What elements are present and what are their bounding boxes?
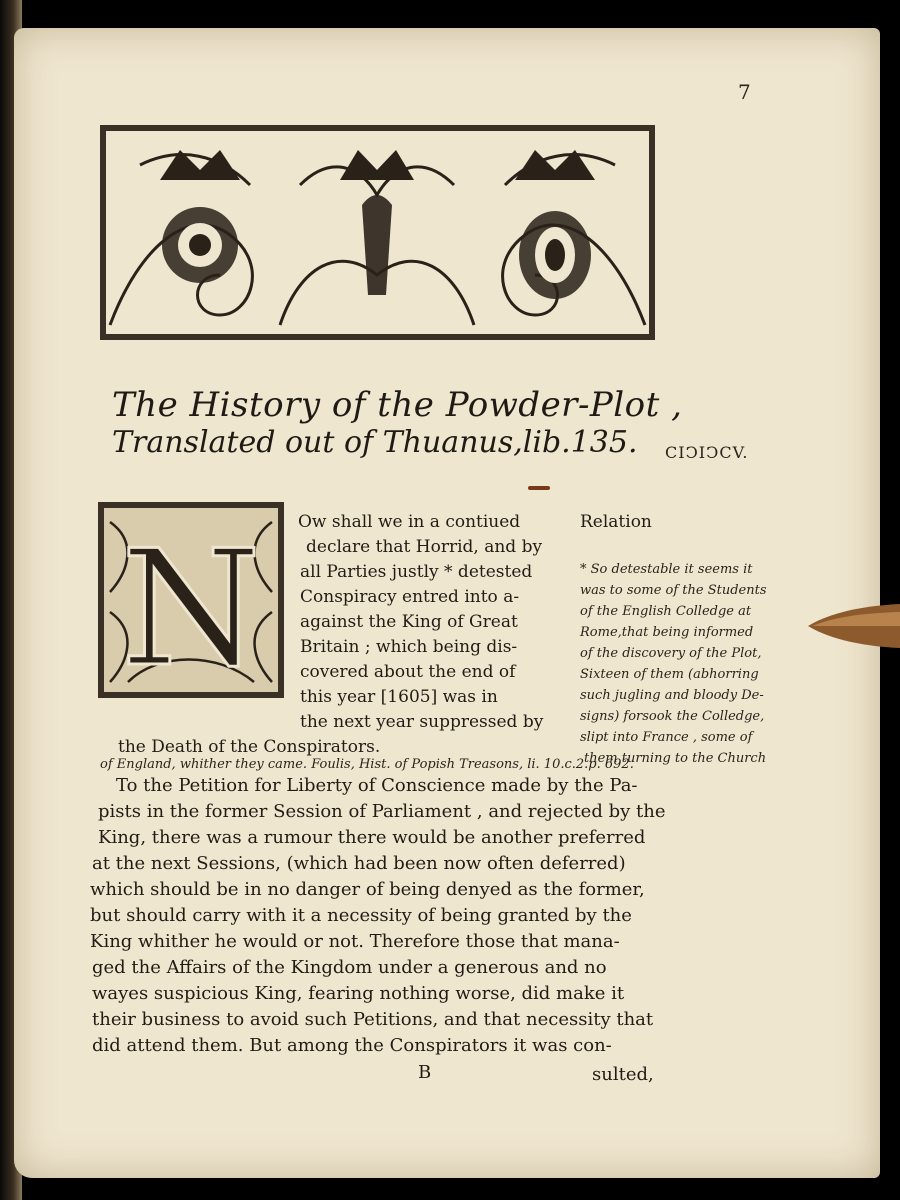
paragraph-line: Britain ; which being dis- [300, 637, 518, 657]
note-line: slipt into France , some of [580, 730, 753, 745]
note-line: of the discovery of the Plot, [580, 646, 762, 661]
paragraph-line: declare that Horrid, and by [306, 537, 543, 557]
pointer-tip-icon [808, 596, 900, 656]
body-line: wayes suspicious King, fearing nothing worse, did make it [92, 983, 625, 1004]
paragraph-line: Conspiracy entred into a- [300, 587, 520, 607]
year-roman-numeral: CIↃIↃCV. [665, 443, 749, 462]
body-line: ged the Affairs of the Kingdom under a generous and no [92, 957, 607, 978]
decorated-initial [98, 502, 284, 698]
title-line-1: The History of the Powder-Plot , [112, 385, 683, 425]
ornamental-rule [528, 486, 550, 490]
paragraph-line: against the King of Great [300, 612, 518, 632]
note-line: was to some of the Students [580, 583, 767, 598]
body-line: To the Petition for Liberty of Conscience made by the Pa- [116, 775, 638, 796]
catchword: sulted, [592, 1064, 654, 1085]
body-line: pists in the former Session of Parliament , and rejected by the [98, 801, 666, 822]
body-line: King whither he would or not. Therefore those that mana- [90, 931, 620, 952]
paragraph-line: covered about the end of [300, 662, 516, 682]
signature-mark: B [418, 1062, 432, 1083]
body-line: did attend them. But among the Conspirators it was con- [92, 1035, 612, 1056]
body-line: which should be in no danger of being denyed as the former, [90, 879, 645, 900]
title-line-2: Translated out of Thuanus,lib.135. [112, 425, 638, 460]
note-line: Rome,that being informed [580, 625, 754, 640]
paragraph-line: the Death of the Conspirators. [118, 737, 381, 757]
body-line: at the next Sessions, (which had been now often deferred) [92, 853, 626, 874]
paragraph-line: this year [1605] was in [300, 687, 498, 707]
note-line: such jugling and bloody De- [580, 688, 764, 703]
note-line: signs) forsook the Colledge, [580, 709, 765, 724]
paragraph-line: Ow shall we in a contiued [298, 512, 521, 532]
note-line: them turning to the Church [584, 751, 767, 766]
relation-word: Relation [580, 512, 652, 532]
footnote-line: of England, whither they came. Foulis, Hist. of Popish Treasons, li. 10.c.2.p. 692. [100, 757, 634, 772]
note-line: of the English Colledge at [580, 604, 752, 619]
note-line: Sixteen of them (abhorring [580, 667, 759, 682]
paragraph-line: the next year suppressed by [300, 712, 544, 732]
woodcut-headpiece-ornament [100, 125, 655, 340]
initial-letter: N [121, 515, 261, 698]
body-line: King, there was a rumour there would be another preferred [98, 827, 646, 848]
paragraph-line: all Parties justly * detested [300, 562, 533, 582]
page-number: 7 [738, 80, 751, 104]
body-line: but should carry with it a necessity of being granted by the [90, 905, 632, 926]
body-line: their business to avoid such Petitions, and that necessity that [92, 1009, 654, 1030]
note-line: * So detestable it seems it [580, 562, 753, 577]
